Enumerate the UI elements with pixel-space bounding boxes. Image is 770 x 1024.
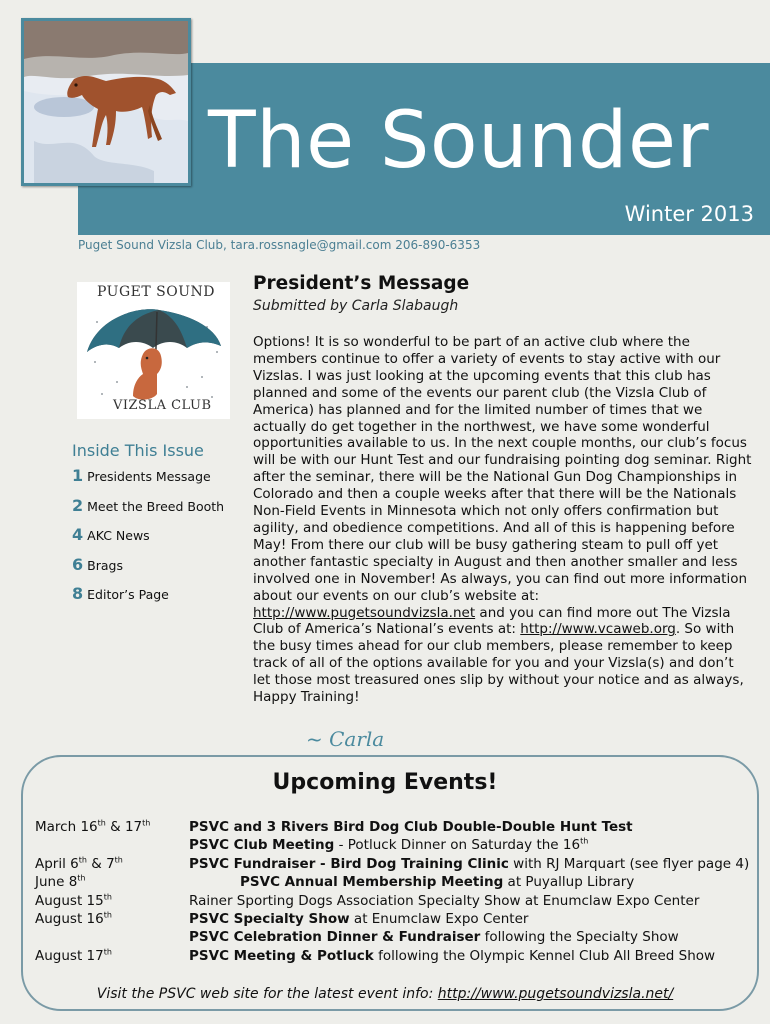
logo-bottom-text: VIZSLA CLUB [113,398,212,413]
toc-item [72,555,242,585]
newsletter-title: The Sounder [208,96,710,186]
dog-in-snow-image [24,21,188,183]
event-row [35,818,755,836]
toc-label: Meet the Breed Booth [87,498,225,514]
toc-label: Presidents Message [87,469,211,484]
toc-page-number: 6 [72,554,84,574]
event-date: April 6th & 7th [35,855,123,872]
article-text: and you can find more out The Vizsla Club of America’s National’s events at: [253,604,731,638]
toc-item [72,525,242,555]
footer-text: Visit the PSVC web site for the latest event info: [96,986,438,1002]
signature: ~ Carla [306,727,385,751]
event-row [35,910,755,928]
events-footer [0,986,770,1002]
toc-item [72,466,242,496]
dog-photo [21,18,191,186]
event-description: PSVC Meeting & Potluck following the Olympic Kennel Club All Breed Show [189,947,716,964]
table-of-contents [72,466,242,614]
event-date: August 16th [35,910,112,927]
toc-item [72,496,242,526]
vca-website-link[interactable]: http://www.vcaweb.org [520,621,676,638]
event-row [35,873,755,891]
club-contact-line: Puget Sound Vizsla Club, tara.rossnagle@gmail.com 206-890-6353 [78,238,481,252]
article-text: Options! It is so wonderful to be part of an active club where the members continue to offer a variety of events to stay active with our Vizslas. I was just looking at the upcoming events that this club has planned and some of the events our parent club (the Vizsla Club of America) has planned and for the limited number of times that we actually do get together in the northwest, we have some wonderful opportunities available to us. In the next couple months, our club’s focus will be with our Hunt Test and our fundraising pointing dog seminar. Right after the seminar, there will be the National Gun Dog Championships in Colorado and then a couple weeks after that there will be the Nationals Non-Field Events in Minnesota which not only offers confirmation but agility, and obedience competitions. And all of this is happening before May! From there our club will be busy gathering steam to pull off yet another fantastic specialty in August and then another smaller and less involved one in November! As always, you can find out more information about our events on our club’s website at: [253,334,752,604]
toc-label: Brags [87,557,123,573]
event-date: June 8th [35,873,86,891]
event-date [35,928,189,946]
article-byline: Submitted by Carla Slabaugh [253,298,459,314]
toc-page-number: 1 [72,466,84,485]
event-date: March 16th & 17th [35,818,151,835]
events-list [35,818,755,965]
issue-label: Winter 2013 [624,202,754,226]
event-row [35,855,755,873]
event-row [35,928,755,946]
event-date: August 17th [35,947,112,964]
logo-top-text: PUGET SOUND [97,284,216,300]
event-date [35,836,189,854]
club-logo [77,282,230,419]
toc-label: Editor’s Page [87,587,169,602]
article-title: President’s Message [253,273,470,294]
toc-page-number: 8 [72,584,84,603]
event-description: Rainer Sporting Dogs Association Specialty Show at Enumclaw Expo Center [189,892,700,909]
events-heading: Upcoming Events! [272,770,498,795]
event-description: PSVC Celebration Dinner & Fundraiser following the Specialty Show [189,929,679,946]
footer-website-link[interactable]: http://www.pugetsoundvizsla.net/ [437,986,674,1002]
article-body [253,334,753,706]
event-row [35,836,755,854]
club-website-link[interactable]: http://www.pugetsoundvizsla.net [253,604,476,621]
event-description: PSVC Specialty Show at Enumclaw Expo Center [189,910,529,927]
toc-item [72,584,242,614]
toc-page-number: 4 [72,525,84,544]
toc-label: AKC News [87,528,150,543]
event-row [35,947,755,965]
event-description: PSVC and 3 Rivers Bird Dog Club Double-Double Hunt Test [189,819,633,835]
article-text: . So with the busy times ahead for our club members, please remember to keep track of all of the options available for you and your Vizsla(s) and don’t let those most treasured ones slip by without your notice and as always, Happy Training! [253,621,744,706]
toc-page-number: 2 [72,495,84,515]
event-description: PSVC Club Meeting - Potluck Dinner on Saturday the 16th [189,836,589,854]
event-date: August 15th [35,892,112,909]
event-row [35,892,755,910]
event-description: PSVC Fundraiser - Bird Dog Training Clinic with RJ Marquart (see flyer page 4) [189,855,750,872]
event-description: PSVC Annual Membership Meeting at Puyallup Library [240,874,635,891]
inside-this-issue-heading: Inside This Issue [72,441,204,460]
